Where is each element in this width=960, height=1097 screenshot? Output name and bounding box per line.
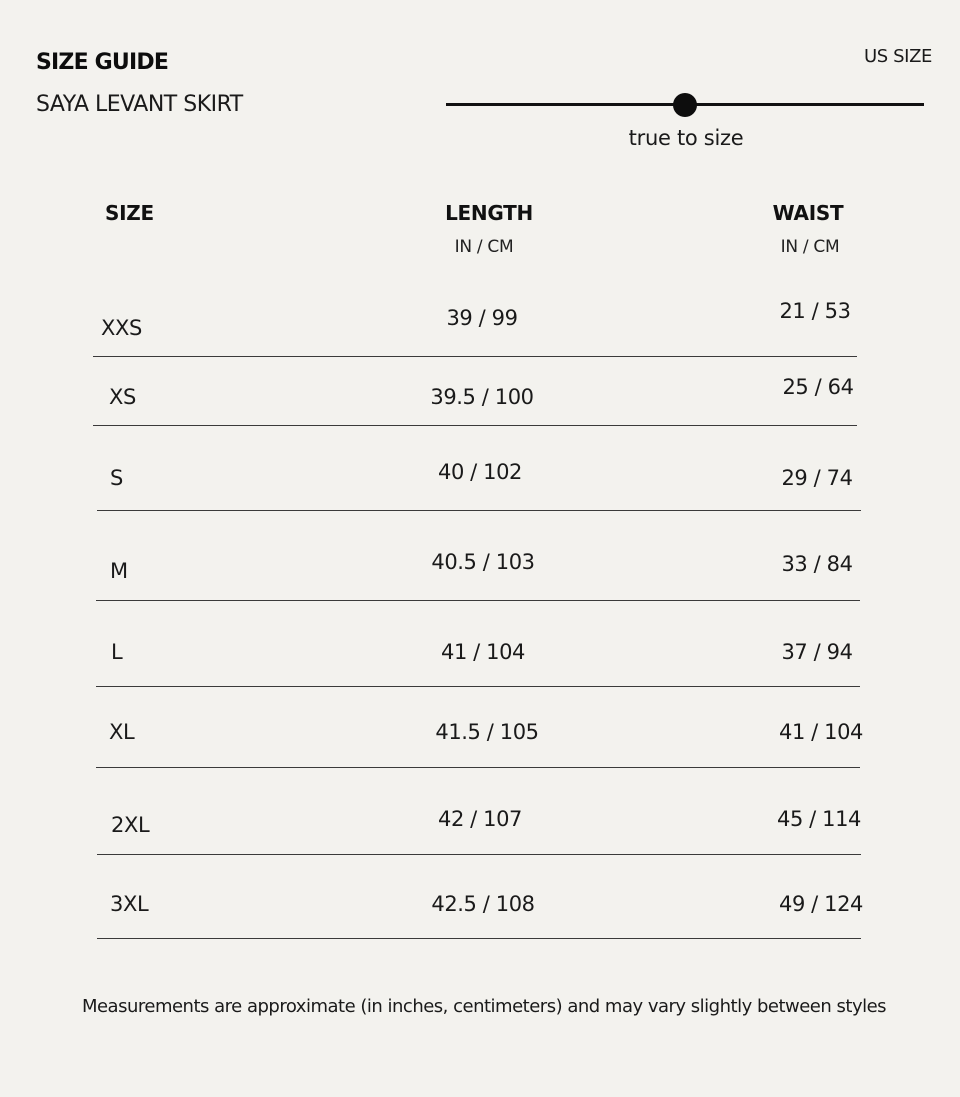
fit-scale <box>446 93 924 117</box>
size-cell: S <box>110 466 123 490</box>
row-divider <box>96 767 860 768</box>
length-cell: 42.5 / 108 <box>431 892 535 916</box>
row-divider <box>93 425 857 426</box>
row-divider <box>96 600 860 601</box>
row-divider <box>97 854 861 855</box>
column-header-length: LENGTH <box>445 201 533 225</box>
size-region-label: US SIZE <box>864 46 932 67</box>
product-name: SAYA LEVANT SKIRT <box>36 92 243 117</box>
waist-cell: 41 / 104 <box>778 720 864 744</box>
waist-cell: 45 / 114 <box>776 807 862 831</box>
column-unit-waist: IN / CM <box>780 237 840 257</box>
measurement-footnote: Measurements are approximate (in inches, centimeters) and may vary slightly between styles <box>81 996 887 1017</box>
column-header-size: SIZE <box>105 201 154 225</box>
row-divider <box>97 510 861 511</box>
size-cell: 3XL <box>110 892 149 916</box>
size-cell: XL <box>109 720 135 744</box>
fit-label: true to size <box>628 126 744 150</box>
waist-cell: 29 / 74 <box>781 466 853 490</box>
size-cell: XXS <box>101 316 142 340</box>
length-cell: 39 / 99 <box>446 306 518 330</box>
size-cell: 2XL <box>111 813 150 837</box>
row-divider <box>96 686 860 687</box>
waist-cell: 33 / 84 <box>781 552 853 576</box>
length-cell: 40 / 102 <box>437 460 523 484</box>
size-cell: L <box>111 640 123 664</box>
fit-scale-marker <box>673 93 697 117</box>
waist-cell: 25 / 64 <box>782 375 854 399</box>
waist-cell: 21 / 53 <box>779 299 851 323</box>
row-divider <box>97 938 861 939</box>
page-title: SIZE GUIDE <box>36 50 169 75</box>
waist-cell: 49 / 124 <box>778 892 864 916</box>
size-cell: XS <box>109 385 136 409</box>
row-divider <box>93 356 857 357</box>
length-cell: 41 / 104 <box>440 640 526 664</box>
column-unit-length: IN / CM <box>454 237 514 257</box>
length-cell: 40.5 / 103 <box>431 550 535 574</box>
column-header-waist: WAIST <box>772 201 844 225</box>
size-cell: M <box>110 559 128 583</box>
length-cell: 39.5 / 100 <box>430 385 534 409</box>
length-cell: 42 / 107 <box>437 807 523 831</box>
waist-cell: 37 / 94 <box>781 640 853 664</box>
length-cell: 41.5 / 105 <box>435 720 539 744</box>
